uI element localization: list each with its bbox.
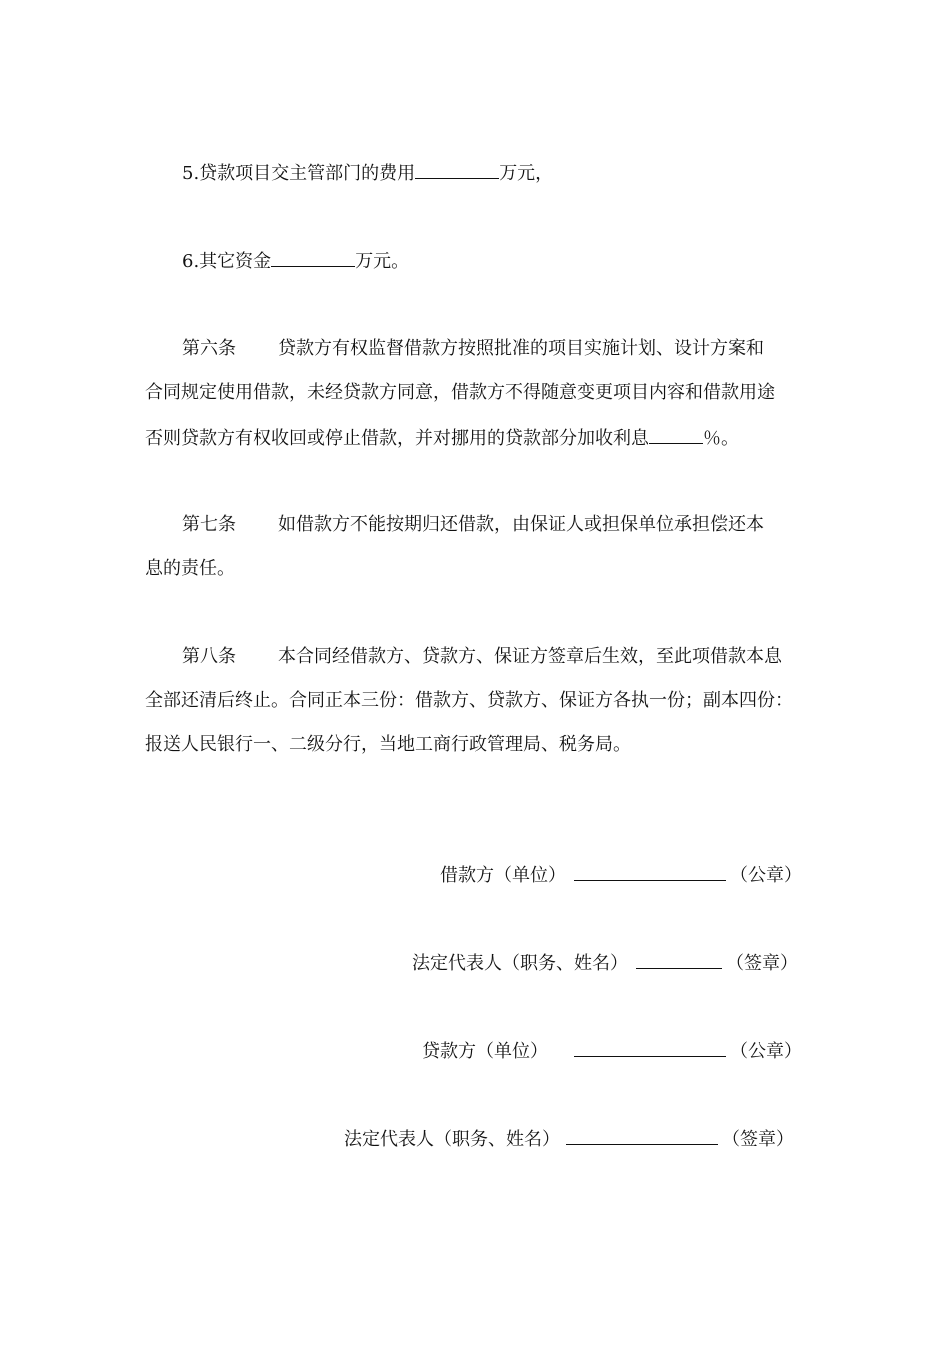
item-5-blank: [415, 160, 499, 179]
article-8-line-2: [145, 689, 793, 713]
signature-lender: [422, 1038, 802, 1062]
article-6-text-3-suffix: ％。: [703, 428, 739, 449]
article-7-text-2: 息的责任。: [145, 558, 235, 579]
article-7-number: 第七条: [182, 514, 236, 535]
lender-seal: （公章）: [730, 1041, 802, 1062]
borrower-seal: （公章）: [730, 865, 802, 886]
borrower-rep-label: 法定代表人（职务、姓名）: [412, 953, 628, 974]
article-6-text-3: 否则贷款方有权收回或停止借款，并对挪用的贷款部分加收利息: [145, 428, 649, 449]
item-6-text: 6.其它资金: [182, 251, 272, 272]
signature-borrower: [440, 862, 802, 886]
article-6-line-1: [182, 337, 764, 361]
article-6-line-2: [145, 381, 775, 405]
item-6: [182, 248, 409, 272]
borrower-rep-seal: （签章）: [726, 953, 798, 974]
article-6-text-2: 合同规定使用借款，未经贷款方同意，借款方不得随意变更项目内容和借款用途: [145, 382, 775, 403]
signature-lender-rep: [344, 1126, 794, 1150]
item-5-text: 5.贷款项目交主管部门的费用: [182, 163, 416, 184]
article-6-text-1: 贷款方有权监督借款方按照批准的项目实施计划、设计方案和: [278, 338, 764, 359]
article-6-number: 第六条: [182, 338, 236, 359]
item-5-suffix: 万元，: [499, 163, 554, 184]
lender-rep-blank: [566, 1126, 718, 1145]
article-8-text-3: 报送人民银行一、二级分行，当地工商行政管理局、税务局。: [145, 734, 631, 755]
article-7-line-2: [145, 557, 235, 581]
article-8-line-1: [182, 645, 782, 669]
borrower-rep-blank: [636, 950, 722, 969]
article-6-interest-blank: [649, 425, 703, 444]
article-8-text-2: 全部还清后终止。合同正本三份：借款方、贷款方、保证方各执一份；副本四份：: [145, 690, 793, 711]
article-7-text-1: 如借款方不能按期归还借款，由保证人或担保单位承担偿还本: [278, 514, 764, 535]
article-6-line-3: [145, 425, 739, 449]
item-6-blank: [271, 248, 355, 267]
lender-rep-seal: （签章）: [722, 1129, 794, 1150]
lender-blank: [574, 1038, 726, 1057]
signature-borrower-rep: [412, 950, 798, 974]
article-8-line-3: [145, 733, 631, 757]
item-5: [182, 160, 553, 184]
borrower-label: 借款方（单位）: [440, 865, 566, 886]
article-7-line-1: [182, 513, 764, 537]
borrower-blank: [574, 862, 726, 881]
article-8-number: 第八条: [182, 646, 236, 667]
article-8-text-1: 本合同经借款方、贷款方、保证方签章后生效，至此项借款本息: [278, 646, 782, 667]
lender-rep-label: 法定代表人（职务、姓名）: [344, 1129, 560, 1150]
item-6-suffix: 万元。: [355, 251, 410, 272]
lender-label: 贷款方（单位）: [422, 1041, 548, 1062]
